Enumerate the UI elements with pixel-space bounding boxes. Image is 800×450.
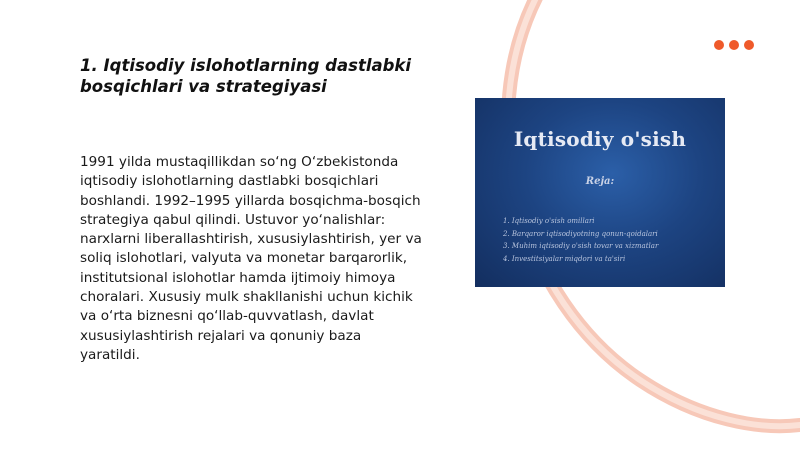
slide-title-line: bosqichlari va strategiyasi bbox=[80, 77, 327, 96]
slide-thumbnail-image bbox=[475, 98, 725, 287]
thumbnail-list-item: 4. Investitsiyalar miqdori va ta'siri bbox=[503, 254, 626, 263]
dot bbox=[729, 40, 739, 50]
dot bbox=[714, 40, 724, 50]
slide-body-text: 1991 yilda mustaqillikdan so‘ng O‘zbekistonda iqtisodiy islohotlarning dastlabki bosqichlari boshlandi. 1992–1995 yillarda bosqichma-bosqich strategiya qabul qilindi. Ustuvor yo‘nalishlar: narxlarni liberallashtirish, xususiylashtirish, yer va soliq islohotlari, valyuta va monetar barqarorlik, institutsional islohotlar hamda ijtimoiy himoya choralari. Xususiy mulk shakllanishi uchun kichik va o‘rta biznesni qo‘llab-quvvatlash, davlat xususiylashtirish rejalari va qonuniy baza yaratildi. bbox=[80, 154, 422, 363]
slide-title-line: 1. Iqtisodiy islohotlarning dastlabki bbox=[80, 56, 412, 75]
dot bbox=[744, 40, 754, 50]
slide-title bbox=[80, 55, 440, 97]
thumbnail-title: Iqtisodiy o'sish bbox=[513, 127, 687, 151]
thumbnail-list-item: 3. Muhim iqtisodiy o'sish tovar va xizmatlar bbox=[503, 242, 659, 250]
thumbnail-list-item: 1. Iqtisodiy o'sish omillari bbox=[503, 217, 595, 225]
thumbnail-list-item: 2. Barqaror iqtisodiyotning qonun-qoidalari bbox=[503, 229, 658, 238]
thumbnail-subtitle: Reja: bbox=[585, 176, 615, 187]
thumbnail-list bbox=[503, 215, 718, 265]
three-dots-icon bbox=[714, 40, 754, 50]
